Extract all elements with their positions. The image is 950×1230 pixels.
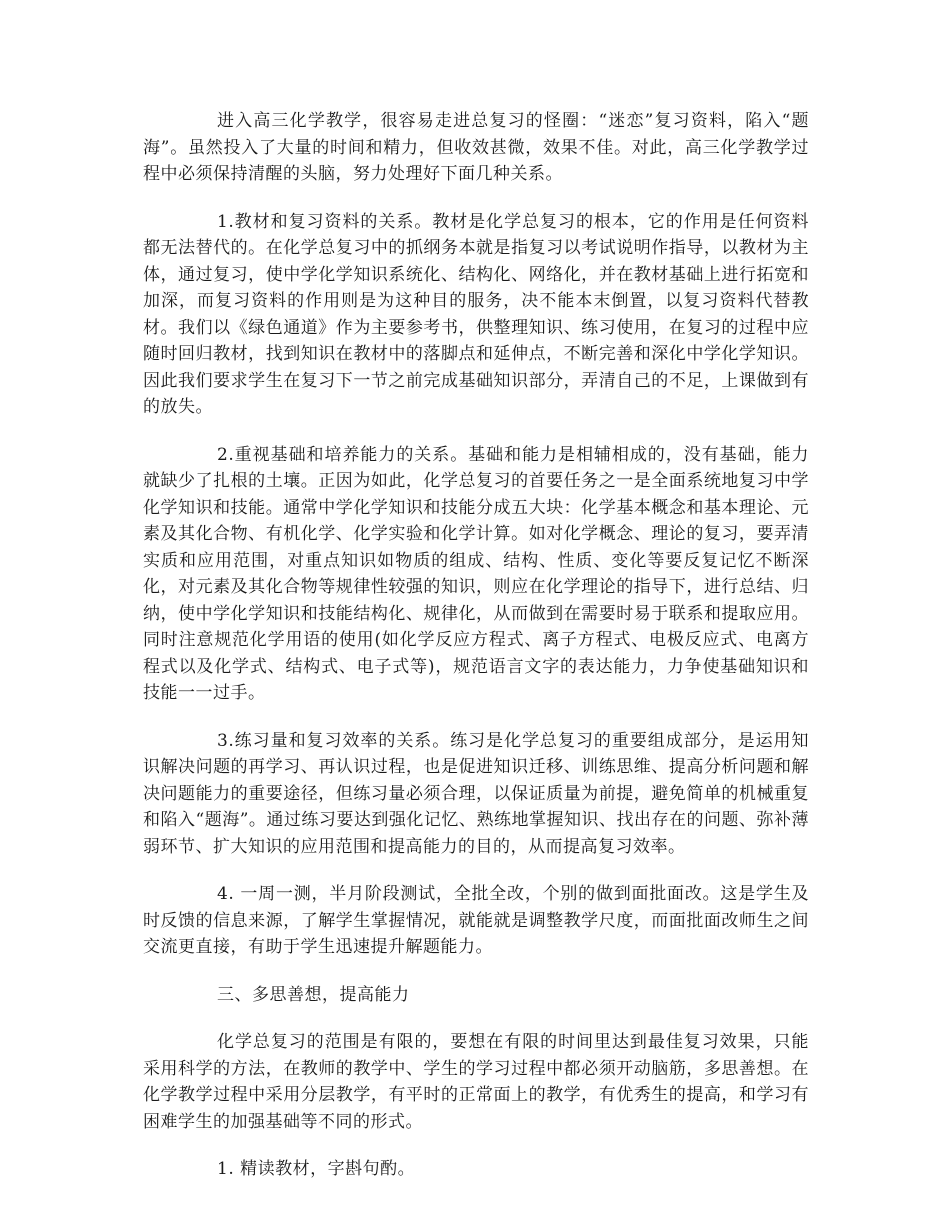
paragraph-intro: 进入高三化学教学，很容易走进总复习的怪圈：“迷恋”复习资料，陷入“题海”。虽然投入了大量的时间和精力，但收效甚微，效果不佳。对此，高三化学教学过程中必须保持清醒的头脑，努力处理好下面几种关系。 bbox=[143, 111, 809, 184]
paragraph-list-item-1: 1. 精读教材，字斟句酌。 bbox=[217, 1159, 416, 1179]
paragraph-textbook-vs-materials: 1.教材和复习资料的关系。教材是化学总复习的根本，它的作用是任何资料都无法替代的。在化学总复习中的抓纲务本就是指复习以考试说明作指导，以教材为主体，通过复习，使中学化学知识系统化、结构化、网络化，并在教材基础上进行拓宽和加深，而复习资料的作用则是为这种目的服务，决不能本末倒置，以复习资料代替教材。我们以《绿色通道》作为主要参考书，供整理知识、练习使用，在复习的过程中应随时回归教材，找到知识在教材中的落脚点和延伸点，不断完善和深化中学化学知识。因此我们要求学生在复习下一节之前完成基础知识部分，弄清自己的不足，上课做到有的放失。 bbox=[143, 211, 809, 417]
document-body bbox=[143, 108, 809, 1204]
paragraph-section-intro: 化学总复习的范围是有限的，要想在有限的时间里达到最佳复习效果，只能采用科学的方法，在教师的教学中、学生的学习过程中都必须开动脑筋，多思善想。在化学教学过程中采用分层教学，有平时的正常面上的教学，有优秀生的提高，和学习有困难学生的加强基础等不同的形式。 bbox=[143, 1032, 809, 1132]
paragraph-basics-vs-ability: 2.重视基础和培养能力的关系。基础和能力是相辅相成的，没有基础，能力就缺少了扎根的土壤。正因为如此，化学总复习的首要任务之一是全面系统地复习中学化学知识和技能。通常中学化学知识和技能分成五大块：化学基本概念和基本理论、元素及其化合物、有机化学、化学实验和化学计算。如对化学概念、理论的复习，要弄清实质和应用范围，对重点知识如物质的组成、结构、性质、变化等要反复记忆不断深化，对元素及其化合物等规律性较强的知识，则应在化学理论的指导下，进行总结、归纳，使中学化学知识和技能结构化、规律化，从而做到在需要时易于联系和提取应用。同时注意规范化学用语的使用(如化学反应方程式、离子方程式、电极反应式、电离方程式以及化学式、结构式、电子式等)，规范语言文字的表达能力，力争使基础知识和技能一一过手。 bbox=[143, 444, 809, 703]
paragraph-practice-vs-efficiency: 3.练习量和复习效率的关系。练习是化学总复习的重要组成部分，是运用知识解决问题的再学习、再认识过程，也是促进知识迁移、训练思维、提高分析问题和解决问题能力的重要途径，但练习量必须合理，以保证质量为前提，避免简单的机械重复和陷入“题海”。通过练习要达到强化记忆、熟练地掌握知识、找出存在的问题、弥补薄弱环节、扩大知识的应用范围和提高能力的目的，从而提高复习效率。 bbox=[143, 730, 809, 857]
paragraph-weekly-tests: 4. 一周一测，半月阶段测试，全批全改，个别的做到面批面改。这是学生及时反馈的信息来源，了解学生掌握情况，就能就是调整教学尺度，而面批面改师生之间交流更直接，有助于学生迅速提升解题能力。 bbox=[143, 884, 809, 957]
section-heading: 三、多思善想，提高能力 bbox=[217, 984, 410, 1005]
